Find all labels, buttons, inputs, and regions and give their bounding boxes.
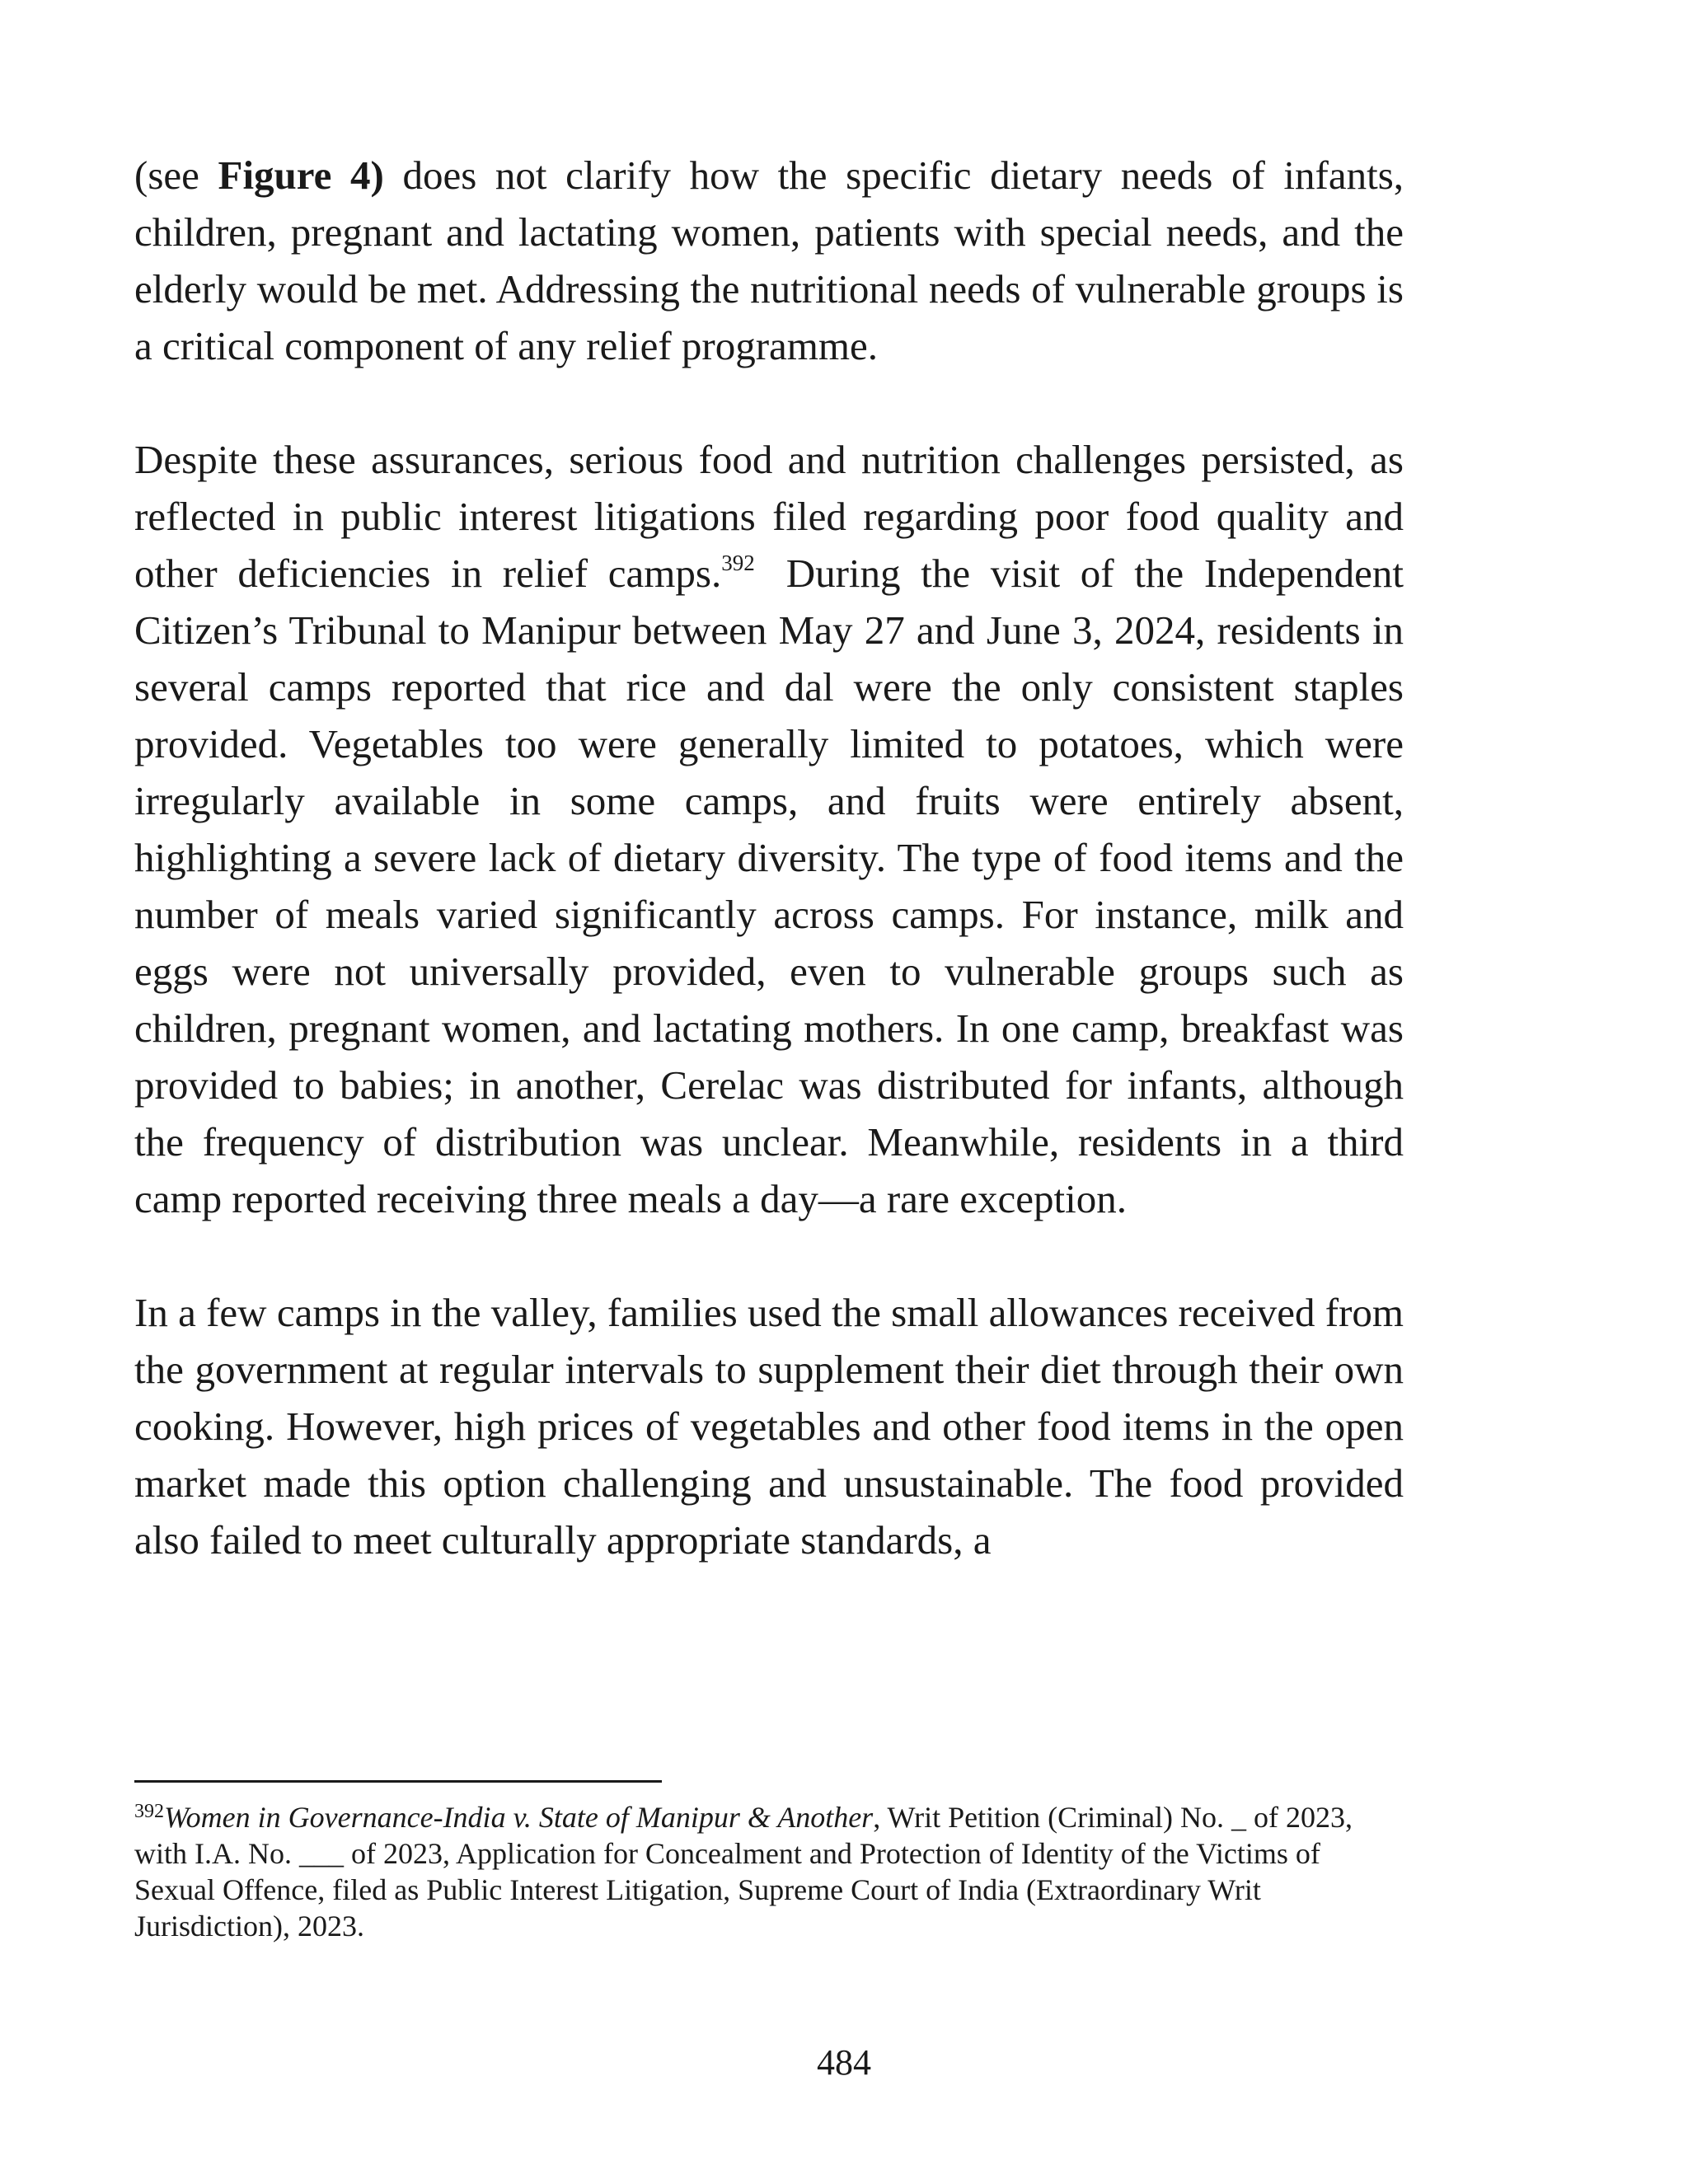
paragraph-1 — [134, 147, 1404, 374]
paragraph-2-text-after: During the visit of the Independent Citizen’s Tribunal to Manipur between May 27 and June 3, 2024, residents in several camps reported that rice and dal were the only consistent staples provided. Vegetables too were generally limited to potatoes, which were irregularly available in some camps, and fruits were entirely absent, highlighting a severe lack of dietary diversity. The type of food items and the number of meals varied significantly across camps. For instance, milk and eggs were not universally provided, even to vulnerable groups such as children, pregnant women, and lactating mothers. In one camp, breakfast was provided to babies; in another, Cerelac was distributed for infants, although the frequency of distribution was unclear. Meanwhile, residents in a third camp reported receiving three meals a day—a rare exception. — [134, 551, 1404, 1221]
page-number: 484 — [817, 2042, 871, 2083]
paragraph-2-text-before: Despite these assurances, serious food and nutrition challenges persisted, as reflected in public interest litigations filed regarding poor food quality and other deficiencies in relief camps. — [134, 437, 1404, 596]
paragraph-1-prefix: (see — [134, 152, 218, 198]
paragraph-2 — [134, 431, 1404, 1227]
paragraph-3-text: In a few camps in the valley, families used the small allowances received from the government at regular intervals to supplement their diet through their own cooking. However, high prices of vegetables and other food items in the open market made this option challenging and unsustainable. The food provided also failed to meet culturally appropriate standards, a — [134, 1290, 1404, 1563]
paragraph-1-text: does not clarify how the specific dietary needs of infants, children, pregnant and lactating women, patients with special needs, and the elderly would be met. Addressing the nutritional needs of vulnerable groups is a critical component of any relief programme. — [134, 152, 1404, 368]
footnote-number: 392 — [134, 1801, 164, 1822]
footnote-reference: 392 — [721, 551, 755, 575]
main-text — [134, 147, 1404, 1568]
figure-reference: Figure 4) — [218, 152, 384, 198]
footnote-case-title: Women in Governance-India v. State of Manipur & Another — [164, 1801, 874, 1834]
paragraph-3 — [134, 1284, 1404, 1568]
footnote — [134, 1799, 1404, 1944]
footnote-divider — [134, 1780, 662, 1783]
footnote-text: , Writ Petition (Criminal) No. _ of 2023, with I.A. No. ___ of 2023, Application for Concealment and Protection of Identity of the Victims of Sexual Offence, filed as Public Interest Litigation, Supreme Court of India (Extraordinary Writ Jurisdiction), 2023. — [134, 1801, 1353, 1943]
